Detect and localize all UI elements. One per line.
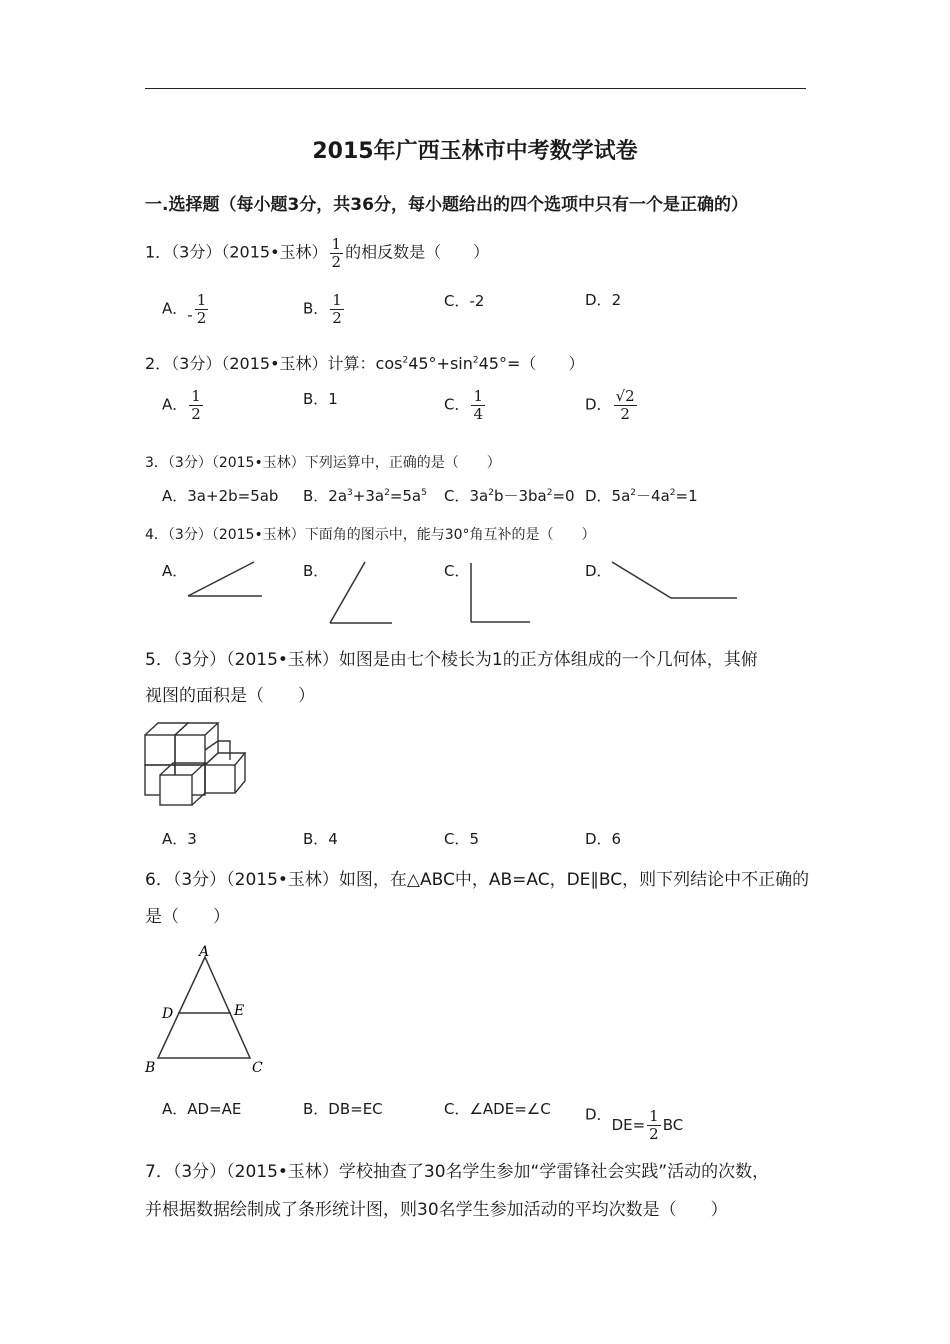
q4-option-a-label[interactable]: A． [162, 562, 188, 580]
q1-stem-suffix: 的相反数是（ ） [345, 242, 490, 262]
question-2-stem: 2．（3分）（2015•玉林）计算：$\cos^245^\circ+\sin^245^\circ=$（ ） [145, 354, 585, 373]
q3-option-b[interactable]: B．$2a^3+3a^2=5a^5$ [303, 487, 427, 505]
q5-option-d[interactable]: D．6 [585, 830, 622, 848]
question-6-line1: 6．（3分）（2015•玉林）如图，在△ABC中，AB=AC，DE∥BC，则下列结论中不正确的 [145, 870, 810, 890]
q6-option-c[interactable]: C．∠ADE=∠C [444, 1100, 551, 1118]
q1-option-b[interactable]: B． $\frac{1}{2}$ [303, 291, 342, 327]
q3-option-d[interactable]: D．$5a^2-4a^2=1$ [585, 487, 698, 505]
q2-option-d[interactable]: D． $\frac{√2}{2}$ [585, 387, 635, 423]
question-7-line2: 并根据数据绘制成了条形统计图，则30名学生参加活动的平均次数是（ ） [145, 1200, 728, 1220]
q1-stem-prefix: 1．（3分）（2015•玉林） [145, 242, 328, 262]
q5-option-a[interactable]: A．3 [162, 830, 197, 848]
q3-option-a[interactable]: A．3a+2b=5ab [162, 487, 279, 505]
q6-option-b[interactable]: B．DB=EC [303, 1100, 383, 1118]
q5-option-b[interactable]: B．4 [303, 830, 338, 848]
section-heading: 一.选择题（每小题3分，共36分，每小题给出的四个选项中只有一个是正确的） [145, 195, 748, 215]
q2-option-b[interactable]: B．1 [303, 390, 338, 408]
question-3-stem: 3．（3分）（2015•玉林）下列运算中，正确的是（ ） [145, 455, 501, 471]
vertex-label-e: E [234, 1003, 245, 1019]
vertex-label-b: B [145, 1060, 156, 1076]
q2-option-a[interactable]: A． $\frac{1}{2}$ [162, 387, 201, 423]
q4-option-c-label[interactable]: C． [444, 562, 470, 580]
vertex-label-a: A [199, 944, 210, 960]
q1-option-c[interactable]: C．-2 [444, 292, 485, 310]
q1-stem-fraction: $\frac{1}{2}$ [331, 235, 342, 271]
q5-option-c[interactable]: C．5 [444, 830, 480, 848]
q6-option-a[interactable]: A．AD=AE [162, 1100, 242, 1118]
q1-option-d[interactable]: D．2 [585, 291, 622, 309]
vertex-label-c: C [252, 1060, 263, 1076]
question-7-line1: 7．（3分）（2015•玉林）学校抽查了30名学生参加“学雷锋社会实践”活动的次数， [145, 1162, 770, 1182]
question-5-line1: 5．（3分）（2015•玉林）如图是由七个棱长为1的正方体组成的一个几何体，其俯 [145, 650, 758, 670]
question-5-line2: 视图的面积是（ ） [145, 686, 315, 706]
q3-option-c[interactable]: C．$3a^2b-3ba^2=0$ [444, 487, 575, 505]
q6-option-d[interactable]: D．DE= $\frac{1}{2}$ BC [585, 1105, 684, 1143]
vertex-label-d: D [162, 1006, 174, 1022]
question-4-stem: 4．（3分）（2015•玉林）下面角的图示中，能与30°角互补的是（ ） [145, 527, 596, 543]
question-6-line2: 是（ ） [145, 907, 230, 927]
q4-option-b-label[interactable]: B． [303, 562, 329, 580]
q1-option-a[interactable]: A．- $\frac{1}{2}$ [162, 291, 207, 327]
page-title: 2015年广西玉林市中考数学试卷 [312, 139, 638, 164]
q4-option-d-label[interactable]: D． [585, 562, 612, 580]
q2-option-c[interactable]: C． $\frac{1}{4}$ [444, 387, 484, 423]
